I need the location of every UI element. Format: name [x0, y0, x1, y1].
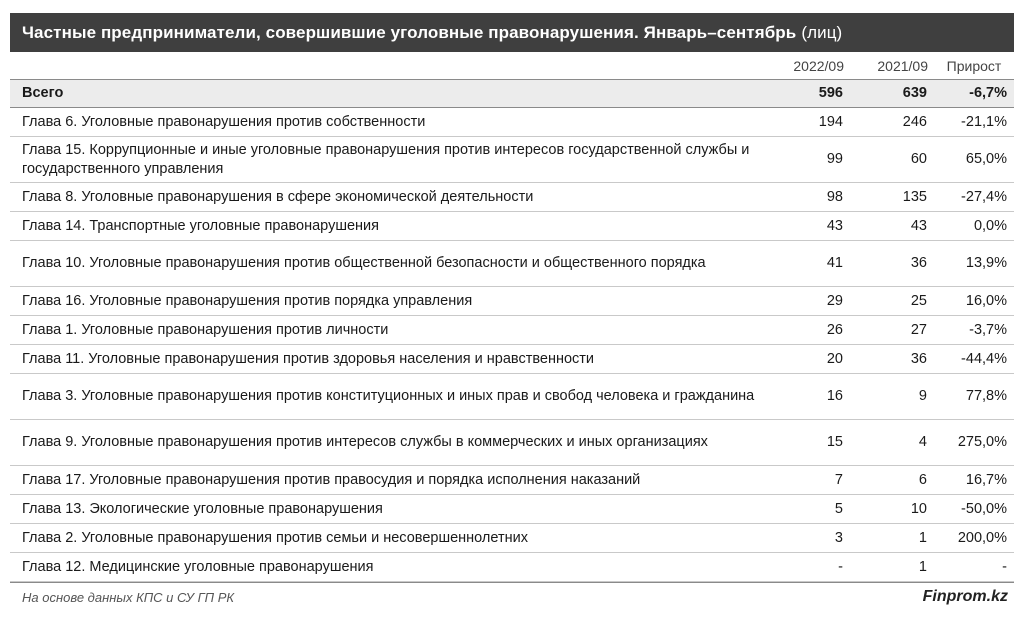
value-2022: 20 — [770, 345, 850, 374]
value-2021: 60 — [850, 137, 934, 183]
row-label: Всего — [10, 80, 770, 108]
value-2022: 5 — [770, 495, 850, 524]
footer — [10, 582, 1014, 613]
value-2021: 9 — [850, 374, 934, 420]
row-label: Глава 3. Уголовные правонарушения против конституционных и иных прав и свобод человека и гражданина — [10, 374, 770, 420]
value-growth: -21,1% — [934, 108, 1014, 137]
table-row — [10, 183, 1014, 212]
value-growth: 13,9% — [934, 241, 1014, 287]
value-growth: 65,0% — [934, 137, 1014, 183]
header-2021: 2021/09 — [850, 52, 934, 80]
row-label: Глава 12. Медицинские уголовные правонарушения — [10, 553, 770, 582]
header-label-cell — [10, 52, 770, 80]
value-2022: 26 — [770, 316, 850, 345]
value-2022: 99 — [770, 137, 850, 183]
value-2021: 1 — [850, 524, 934, 553]
row-label: Глава 8. Уголовные правонарушения в сфере экономической деятельности — [10, 183, 770, 212]
value-2022: 16 — [770, 374, 850, 420]
table-row — [10, 524, 1014, 553]
row-label: Глава 16. Уголовные правонарушения против порядка управления — [10, 287, 770, 316]
row-label: Глава 9. Уголовные правонарушения против интересов службы в коммерческих и иных организациях — [10, 420, 770, 466]
value-growth: 200,0% — [934, 524, 1014, 553]
row-label: Глава 17. Уголовные правонарушения против правосудия и порядка исполнения наказаний — [10, 466, 770, 495]
row-label: Глава 14. Транспортные уголовные правонарушения — [10, 212, 770, 241]
table-body — [10, 80, 1014, 582]
row-label: Глава 6. Уголовные правонарушения против собственности — [10, 108, 770, 137]
value-growth: -3,7% — [934, 316, 1014, 345]
value-2022: 43 — [770, 212, 850, 241]
table-row — [10, 466, 1014, 495]
value-growth: - — [934, 553, 1014, 582]
row-label: Глава 2. Уголовные правонарушения против семьи и несовершеннолетних — [10, 524, 770, 553]
data-table — [10, 52, 1014, 582]
table-title-bar — [10, 13, 1014, 52]
row-label: Глава 13. Экологические уголовные правонарушения — [10, 495, 770, 524]
table-row — [10, 287, 1014, 316]
header-growth: Прирост — [934, 52, 1014, 80]
value-2021: 4 — [850, 420, 934, 466]
table-row — [10, 345, 1014, 374]
header-row — [10, 52, 1014, 80]
value-2021: 639 — [850, 80, 934, 108]
value-2021: 246 — [850, 108, 934, 137]
value-2022: 596 — [770, 80, 850, 108]
value-2021: 27 — [850, 316, 934, 345]
value-2022: 98 — [770, 183, 850, 212]
table-row — [10, 241, 1014, 287]
value-2021: 1 — [850, 553, 934, 582]
table-row — [10, 137, 1014, 183]
table-row — [10, 212, 1014, 241]
value-growth: -44,4% — [934, 345, 1014, 374]
table-title-unit: (лиц) — [801, 22, 843, 42]
row-label: Глава 11. Уголовные правонарушения против здоровья населения и нравственности — [10, 345, 770, 374]
value-2022: 3 — [770, 524, 850, 553]
value-growth: -6,7% — [934, 80, 1014, 108]
value-growth: -27,4% — [934, 183, 1014, 212]
table-row — [10, 108, 1014, 137]
table-row — [10, 374, 1014, 420]
row-label: Глава 15. Коррупционные и иные уголовные правонарушения против интересов государственной службы и государственного управления — [10, 137, 770, 183]
table-row — [10, 316, 1014, 345]
value-2022: 41 — [770, 241, 850, 287]
header-2022: 2022/09 — [770, 52, 850, 80]
value-growth: 16,0% — [934, 287, 1014, 316]
value-2021: 25 — [850, 287, 934, 316]
value-growth: 16,7% — [934, 466, 1014, 495]
row-label: Глава 10. Уголовные правонарушения против общественной безопасности и общественного порядка — [10, 241, 770, 287]
value-2021: 6 — [850, 466, 934, 495]
value-2021: 36 — [850, 345, 934, 374]
value-growth: -50,0% — [934, 495, 1014, 524]
value-2021: 135 — [850, 183, 934, 212]
value-2022: - — [770, 553, 850, 582]
row-label: Глава 1. Уголовные правонарушения против личности — [10, 316, 770, 345]
source-note: На основе данных КПС и СУ ГП РК — [22, 590, 235, 605]
value-growth: 0,0% — [934, 212, 1014, 241]
table-row — [10, 553, 1014, 582]
table-figure — [10, 0, 1014, 613]
brand-logo: Finprom.kz — [922, 588, 1008, 605]
value-growth: 275,0% — [934, 420, 1014, 466]
table-title: Частные предприниматели, совершившие уголовные правонарушения. Январь–сентябрь — [22, 22, 797, 42]
value-2021: 43 — [850, 212, 934, 241]
table-row — [10, 495, 1014, 524]
value-2022: 29 — [770, 287, 850, 316]
value-2021: 10 — [850, 495, 934, 524]
value-2022: 7 — [770, 466, 850, 495]
value-2022: 194 — [770, 108, 850, 137]
value-2021: 36 — [850, 241, 934, 287]
value-growth: 77,8% — [934, 374, 1014, 420]
total-row — [10, 80, 1014, 108]
table-row — [10, 420, 1014, 466]
value-2022: 15 — [770, 420, 850, 466]
